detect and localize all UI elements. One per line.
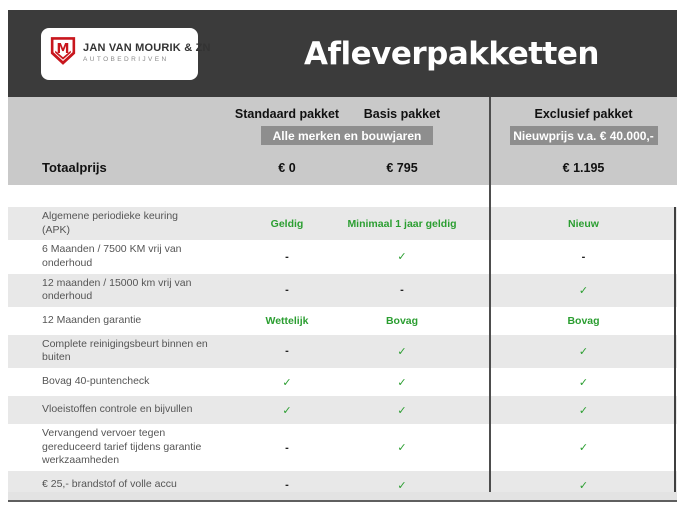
page-title: Afleverpakketten bbox=[304, 35, 599, 72]
spacer bbox=[8, 107, 232, 121]
row-label: Vervangend vervoer tegen gereduceerd tarief tijdens garantie werkzaamheden bbox=[42, 427, 202, 467]
dash-mark: - bbox=[400, 284, 404, 297]
table-row bbox=[8, 396, 677, 424]
column-header-standaard: Standaard pakket bbox=[234, 107, 340, 121]
total-price-standaard: € 0 bbox=[278, 160, 296, 175]
row-label: 6 Maanden / 7500 KM vrij van onderhoud bbox=[42, 243, 182, 269]
total-price-row bbox=[8, 160, 677, 175]
check-icon: ✓ bbox=[397, 404, 407, 417]
dash-mark: - bbox=[285, 479, 289, 492]
table-row bbox=[8, 368, 677, 396]
check-icon: ✓ bbox=[578, 284, 589, 297]
check-icon: ✓ bbox=[578, 442, 589, 455]
svg-text:M: M bbox=[56, 42, 70, 58]
check-icon: ✓ bbox=[578, 345, 589, 358]
check-icon: ✓ bbox=[578, 376, 589, 389]
badge-alle-merken: Alle merken en bouwjaren bbox=[261, 126, 433, 145]
check-icon: ✓ bbox=[578, 479, 589, 492]
package-headers-row bbox=[8, 107, 677, 121]
table-bottom-border bbox=[8, 492, 677, 502]
table-row bbox=[8, 207, 677, 240]
badge-nieuwprijs: Nieuwprijs v.a. € 40.000,- bbox=[510, 126, 658, 145]
feature-value: Minimaal 1 jaar geldig bbox=[347, 217, 457, 230]
table-row bbox=[8, 307, 677, 335]
row-label: 12 maanden / 15000 km vrij van onderhoud bbox=[42, 276, 192, 303]
company-logo bbox=[41, 28, 211, 80]
check-icon: ✓ bbox=[397, 442, 407, 455]
table-row bbox=[8, 335, 677, 368]
feature-value: Bovag bbox=[567, 314, 600, 327]
check-icon: ✓ bbox=[397, 345, 407, 358]
check-icon: ✓ bbox=[397, 479, 407, 492]
logo-text bbox=[83, 43, 211, 64]
package-header-band bbox=[8, 97, 677, 185]
total-price-label: Totaalprijs bbox=[42, 160, 107, 175]
column-divider-line bbox=[489, 97, 491, 502]
table-row bbox=[8, 274, 677, 307]
column-header-basis: Basis pakket bbox=[363, 107, 441, 121]
row-label: € 25,- brandstof of volle accu bbox=[42, 478, 177, 491]
spacer bbox=[8, 126, 232, 145]
shield-monogram-icon bbox=[50, 36, 76, 71]
row-label: Bovag 40-puntencheck bbox=[42, 375, 150, 388]
title-wrap bbox=[198, 36, 677, 72]
check-icon: ✓ bbox=[578, 404, 589, 417]
table-row bbox=[8, 424, 677, 471]
total-price-basis: € 795 bbox=[386, 160, 418, 175]
row-label: Algemene periodieke keuring (APK) bbox=[42, 210, 179, 236]
check-icon: ✓ bbox=[397, 251, 407, 264]
check-icon: ✓ bbox=[397, 376, 407, 389]
feature-value: Wettelijk bbox=[265, 314, 309, 327]
feature-value: Geldig bbox=[270, 217, 304, 230]
dash-mark: - bbox=[581, 250, 586, 263]
feature-value: Bovag bbox=[385, 314, 419, 327]
column-header-exclusief: Exclusief pakket bbox=[534, 107, 633, 121]
row-label: 12 Maanden garantie bbox=[42, 314, 142, 327]
spacer bbox=[462, 107, 490, 121]
row-label: Complete reinigingsbeurt binnen en buiten bbox=[42, 337, 208, 364]
company-subtitle: AUTOBEDRIJVEN bbox=[83, 56, 169, 64]
feature-value: Nieuw bbox=[568, 217, 599, 230]
total-price-exclusief: € 1.195 bbox=[562, 160, 605, 175]
table-row bbox=[8, 240, 677, 273]
table-right-border bbox=[674, 207, 676, 502]
dash-mark: - bbox=[285, 284, 289, 297]
feature-rows bbox=[8, 207, 677, 499]
dash-mark: - bbox=[285, 345, 289, 358]
package-badges-row bbox=[8, 126, 677, 145]
company-name: JAN VAN MOURIK & ZN bbox=[83, 42, 211, 55]
check-icon: ✓ bbox=[282, 376, 292, 389]
row-label: Vloeistoffen controle en bijvullen bbox=[42, 403, 193, 416]
check-icon: ✓ bbox=[282, 404, 292, 417]
dash-mark: - bbox=[285, 250, 289, 263]
header-bar bbox=[8, 10, 677, 97]
dash-mark: - bbox=[285, 441, 289, 454]
